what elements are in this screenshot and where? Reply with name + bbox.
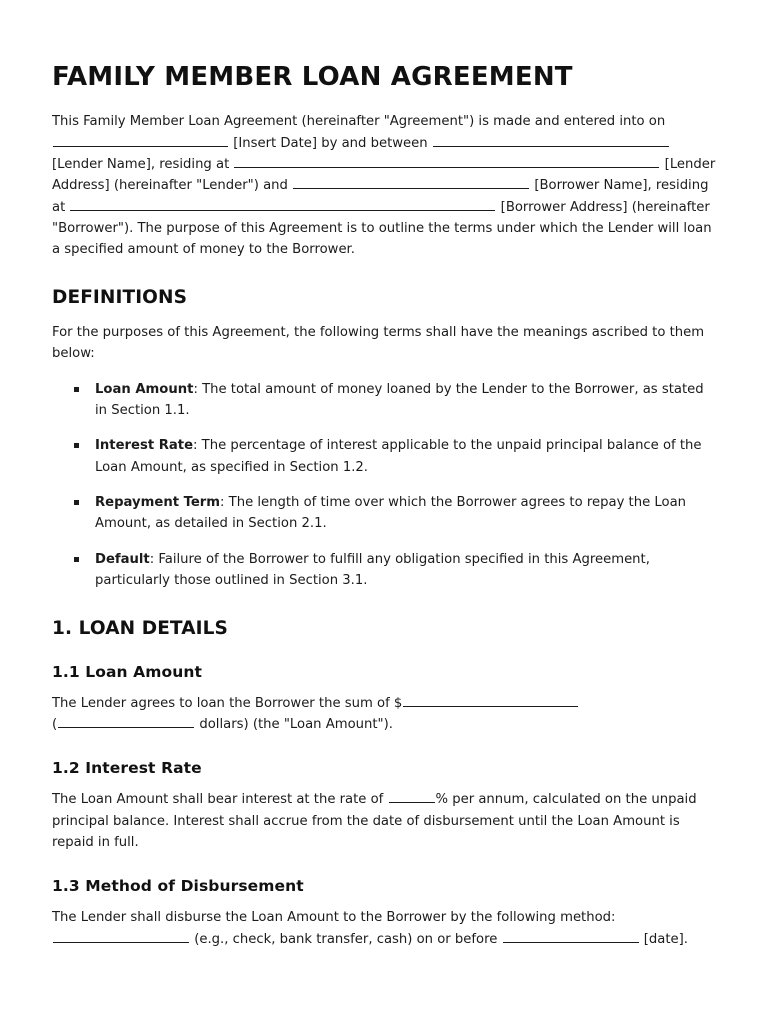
- list-item: [52, 549, 718, 592]
- section-1-2-heading: 1.2 Interest Rate: [52, 759, 202, 778]
- intro-text-part3: [Lender Name], residing at: [52, 156, 230, 172]
- borrower-address-blank[interactable]: [70, 197, 495, 211]
- interest-rate-text-part1: The Loan Amount shall bear interest at the rate of: [52, 792, 384, 808]
- loan-amount-figure-blank[interactable]: [403, 693, 578, 707]
- section-1-2-text: [52, 789, 718, 853]
- disbursement-method-blank[interactable]: [53, 929, 189, 943]
- date-blank[interactable]: [53, 133, 228, 147]
- loan-amount-text-part3: dollars) (the "Loan Amount").: [199, 716, 393, 732]
- definitions-lead: For the purposes of this Agreement, the following terms shall have the meanings ascribed to them below:: [52, 324, 705, 362]
- disbursement-text-part1: The Lender shall disburse the Loan Amount to the Borrower by the following method:: [52, 910, 616, 926]
- section-1-3-heading: 1.3 Method of Disbursement: [52, 877, 304, 896]
- intro-text-part4: [Lender Address] (hereinafter "Lender") and: [52, 156, 716, 194]
- page-title: FAMILY MEMBER LOAN AGREEMENT: [52, 62, 573, 92]
- definition-term: Repayment Term: [95, 495, 221, 511]
- definition-term: Default: [95, 551, 150, 567]
- intro-text-part5: [Borrower Name], residing at: [52, 178, 709, 215]
- definition-text: : Failure of the Borrower to fulfill any obligation specified in this Agreement, particularly those outlined in Section 3.1.: [95, 551, 650, 589]
- definition-term: Interest Rate: [95, 438, 194, 454]
- disbursement-text-part3: [date].: [643, 931, 688, 947]
- disbursement-date-blank[interactable]: [503, 929, 639, 943]
- definition-text: : The total amount of money loaned by the Lender to the Borrower, as stated in Section 1.1.: [95, 381, 704, 418]
- definition-text: : The percentage of interest applicable to the unpaid principal balance of the Loan Amount, as specified in Section 1.2.: [95, 438, 702, 475]
- list-item: [52, 435, 718, 478]
- definition-text: : The length of time over which the Borrower agrees to repay the Loan Amount, as detailed in Section 2.1.: [95, 495, 687, 532]
- loan-amount-text-part2: (: [52, 716, 58, 732]
- section-1-1-heading: 1.1 Loan Amount: [52, 662, 203, 681]
- interest-rate-blank[interactable]: [389, 790, 435, 804]
- list-item: [52, 379, 718, 422]
- interest-rate-text-part2: % per annum, calculated on the unpaid principal balance. Interest shall accrue from the date of disbursement until the Loan Amount is repaid in full.: [52, 792, 697, 851]
- lender-address-blank[interactable]: [234, 154, 659, 168]
- definitions-list: [52, 379, 718, 592]
- section-1-1-text: [52, 693, 718, 736]
- intro-text-part2: [Insert Date] by and between: [233, 135, 428, 151]
- definition-term: Loan Amount: [95, 381, 194, 397]
- section-1-3-text: [52, 907, 718, 950]
- loan-amount-words-blank[interactable]: [58, 714, 194, 728]
- intro-paragraph: [52, 111, 718, 261]
- disbursement-text-part2: (e.g., check, bank transfer, cash) on or before: [194, 931, 498, 947]
- lender-name-blank[interactable]: [433, 133, 669, 147]
- list-item: [52, 492, 718, 535]
- borrower-name-blank[interactable]: [293, 176, 529, 190]
- section-1-heading: 1. LOAN DETAILS: [52, 617, 228, 639]
- loan-amount-text-part1: The Lender agrees to loan the Borrower the sum of $: [52, 695, 403, 711]
- intro-text-part1: This Family Member Loan Agreement (hereinafter "Agreement") is made and entered into on: [52, 114, 666, 130]
- intro-text-part6: [Borrower Address] (hereinafter "Borrower"). The purpose of this Agreement is to outline the terms under which the Lender will loan a specified amount of money to the Borrower.: [52, 199, 712, 258]
- definitions-heading: DEFINITIONS: [52, 286, 188, 308]
